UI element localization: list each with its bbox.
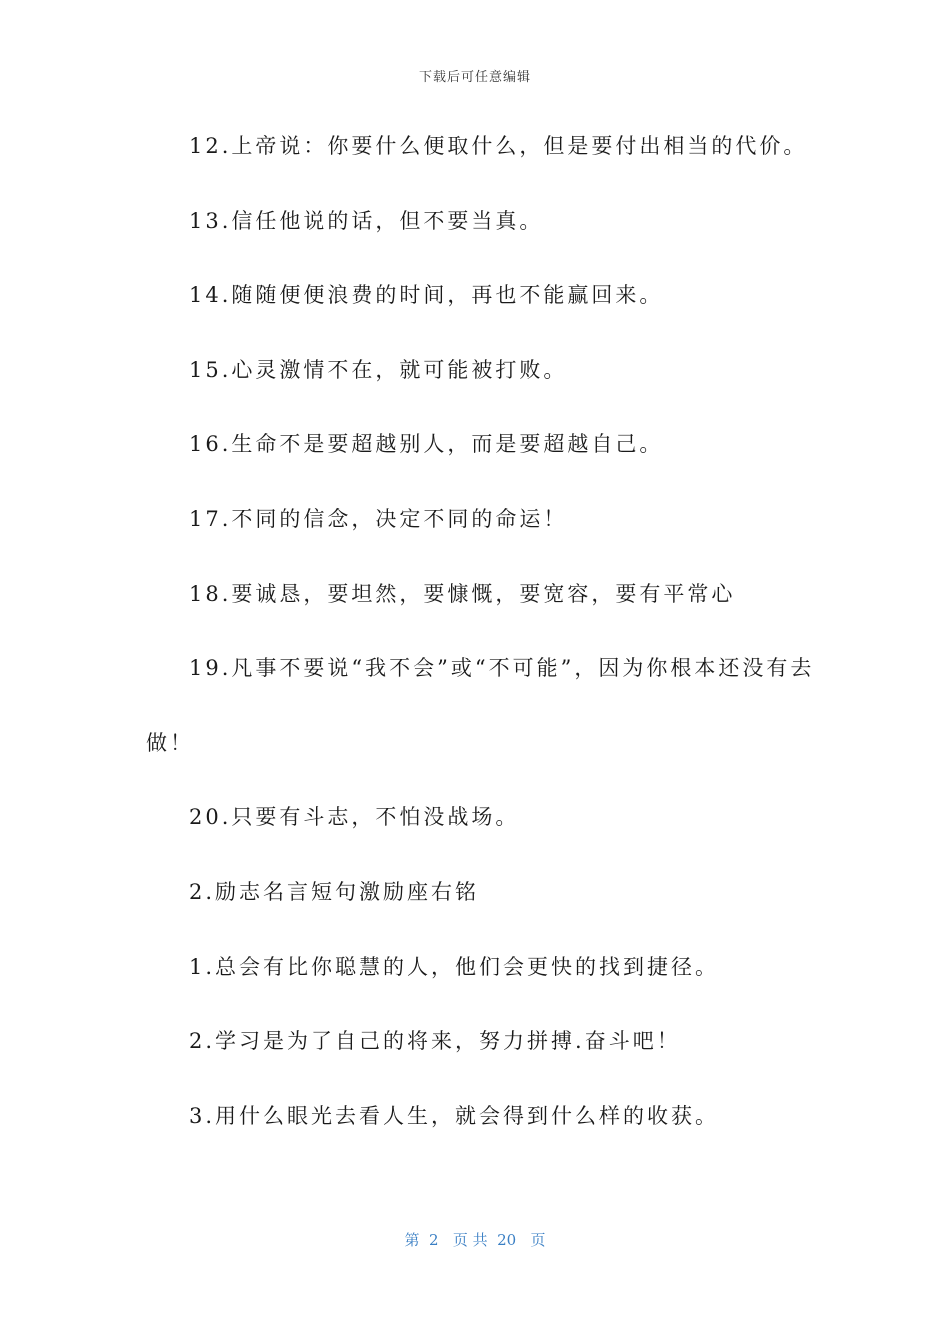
page-header: 下载后可任意编辑 xyxy=(418,70,531,85)
section-heading: 2.励志名言短句激励座右铭 xyxy=(189,879,480,904)
paragraph-line: 14.随随便便浪费的时间，再也不能赢回来。 xyxy=(189,283,664,308)
paragraph-line: 12.上帝说：你要什么便取什么，但是要付出相当的代价。 xyxy=(189,134,808,158)
paragraph-line: 15.心灵激情不在，就可能被打败。 xyxy=(189,357,568,382)
paragraph-line: 18.要诚恳，要坦然，要慷慨，要宽容，要有平常心 xyxy=(189,581,736,606)
paragraph-line-continuation: 做！ xyxy=(146,730,194,755)
paragraph-line: 19.凡事不要说“我不会”或“不可能”，因为你根本还没有去 xyxy=(189,656,815,681)
page-number-footer: 第 2 页 共 20 页 xyxy=(404,1231,546,1249)
paragraph-line: 3.用什么眼光去看人生，就会得到什么样的收获。 xyxy=(189,1103,720,1128)
paragraph-line: 20.只要有斗志，不怕没战场。 xyxy=(189,805,520,830)
paragraph-line: 16.生命不是要超越别人，而是要超越自己。 xyxy=(189,432,664,457)
paragraph-line: 1.总会有比你聪慧的人，他们会更快的找到捷径。 xyxy=(189,954,720,979)
paragraph-line: 17.不同的信念，决定不同的命运！ xyxy=(189,506,568,531)
paragraph-line: 2.学习是为了自己的将来，努力拼搏.奋斗吧！ xyxy=(189,1029,681,1054)
document-body xyxy=(146,128,826,1172)
paragraph-line: 13.信任他说的话，但不要当真。 xyxy=(189,208,544,233)
